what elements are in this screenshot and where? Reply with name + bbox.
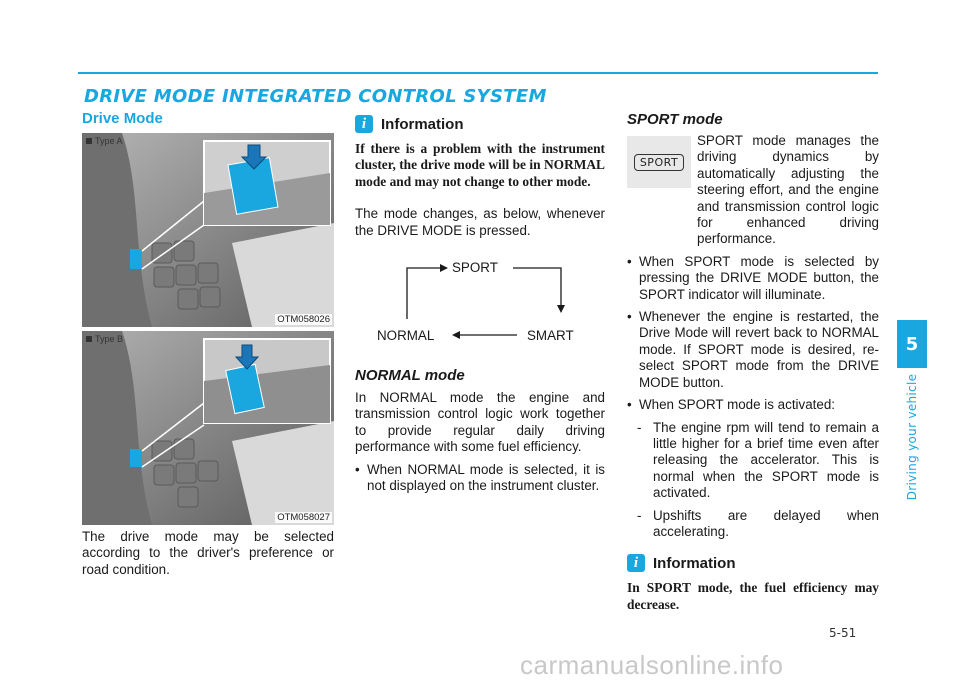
chapter-tab: 5 bbox=[897, 320, 927, 368]
column-3 bbox=[627, 110, 879, 613]
info-icon: i bbox=[355, 115, 373, 133]
square-bullet-icon bbox=[86, 138, 92, 144]
normal-mode-bullet: • When NORMAL mode is selected, it is not displayed on the instrument cluster. bbox=[355, 462, 605, 495]
column-1 bbox=[82, 110, 334, 578]
sport-subitem-2: - Upshifts are delayed when accelerating. bbox=[637, 507, 879, 539]
section-title: DRIVE MODE INTEGRATED CONTROL SYSTEM bbox=[84, 86, 547, 107]
mode-change-paragraph: The mode changes, as below, whenever the DRIVE MODE is pressed. bbox=[355, 206, 605, 238]
figure-code: OTM058026 bbox=[277, 314, 330, 325]
drive-mode-paragraph: The drive mode may be selected according to the driver's preference or road condition. bbox=[82, 529, 334, 577]
mode-cycle-diagram bbox=[355, 245, 605, 345]
diagram-normal: NORMAL bbox=[377, 328, 435, 344]
watermark: carmanualsonline.info bbox=[520, 650, 784, 680]
sport-subitem-1: - The engine rpm will tend to remain a little higher for a brief time even after releasing the accelerator. This is normal when the SPORT mode is activated. bbox=[637, 419, 879, 501]
normal-mode-paragraph: In NORMAL mode the engine and transmission control logic work together to provide regular daily driving performance with some fuel efficiency. bbox=[355, 390, 605, 455]
sport-indicator-label: SPORT bbox=[634, 154, 684, 171]
normal-mode-heading: NORMAL mode bbox=[355, 367, 465, 385]
sport-bullet-2: • Whenever the engine is restarted, the Drive Mode will revert back to NORMAL mode. If SPORT mode is desired, re-select SPORT mode from the DRIVE MODE button. bbox=[627, 309, 879, 391]
information-text: If there is a problem with the instrument cluster, the drive mode will be in NORMAL mode and may not change to other mode. bbox=[355, 141, 605, 189]
header-rule bbox=[78, 72, 878, 74]
console-illustration-b bbox=[82, 331, 334, 525]
info-icon: i bbox=[627, 554, 645, 572]
chapter-label: Driving your vehicle bbox=[905, 373, 919, 501]
sport-bullet-1: • When SPORT mode is selected by pressing the DRIVE MODE button, the SPORT indicator will illuminate. bbox=[627, 254, 879, 303]
drive-mode-heading: Drive Mode bbox=[82, 110, 163, 127]
diagram-smart: SMART bbox=[527, 328, 574, 344]
square-bullet-icon bbox=[86, 336, 92, 342]
sport-indicator bbox=[627, 136, 691, 188]
information-header: i Information bbox=[627, 554, 879, 572]
console-illustration-a bbox=[82, 133, 334, 327]
figure-type-label: Type B bbox=[86, 334, 123, 344]
information-text: In SPORT mode, the fuel efficiency may decrease. bbox=[627, 580, 879, 612]
sport-intro: SPORT mode manages the driving dynamics by automatically adjusting the steering effort, and the engine and transmission control logic for enhanced driving performance. bbox=[697, 133, 879, 247]
page-number: 5-51 bbox=[829, 626, 857, 640]
figure-type-label: Type A bbox=[86, 136, 123, 146]
figure-type-a bbox=[82, 133, 334, 327]
sport-bullet-3: • When SPORT mode is activated: bbox=[627, 397, 879, 413]
column-2 bbox=[355, 110, 605, 494]
figure-type-b bbox=[82, 331, 334, 525]
diagram-sport: SPORT bbox=[452, 260, 498, 276]
figure-code: OTM058027 bbox=[277, 512, 330, 523]
information-header: i Information bbox=[355, 115, 605, 133]
sport-mode-heading: SPORT mode bbox=[627, 111, 723, 128]
